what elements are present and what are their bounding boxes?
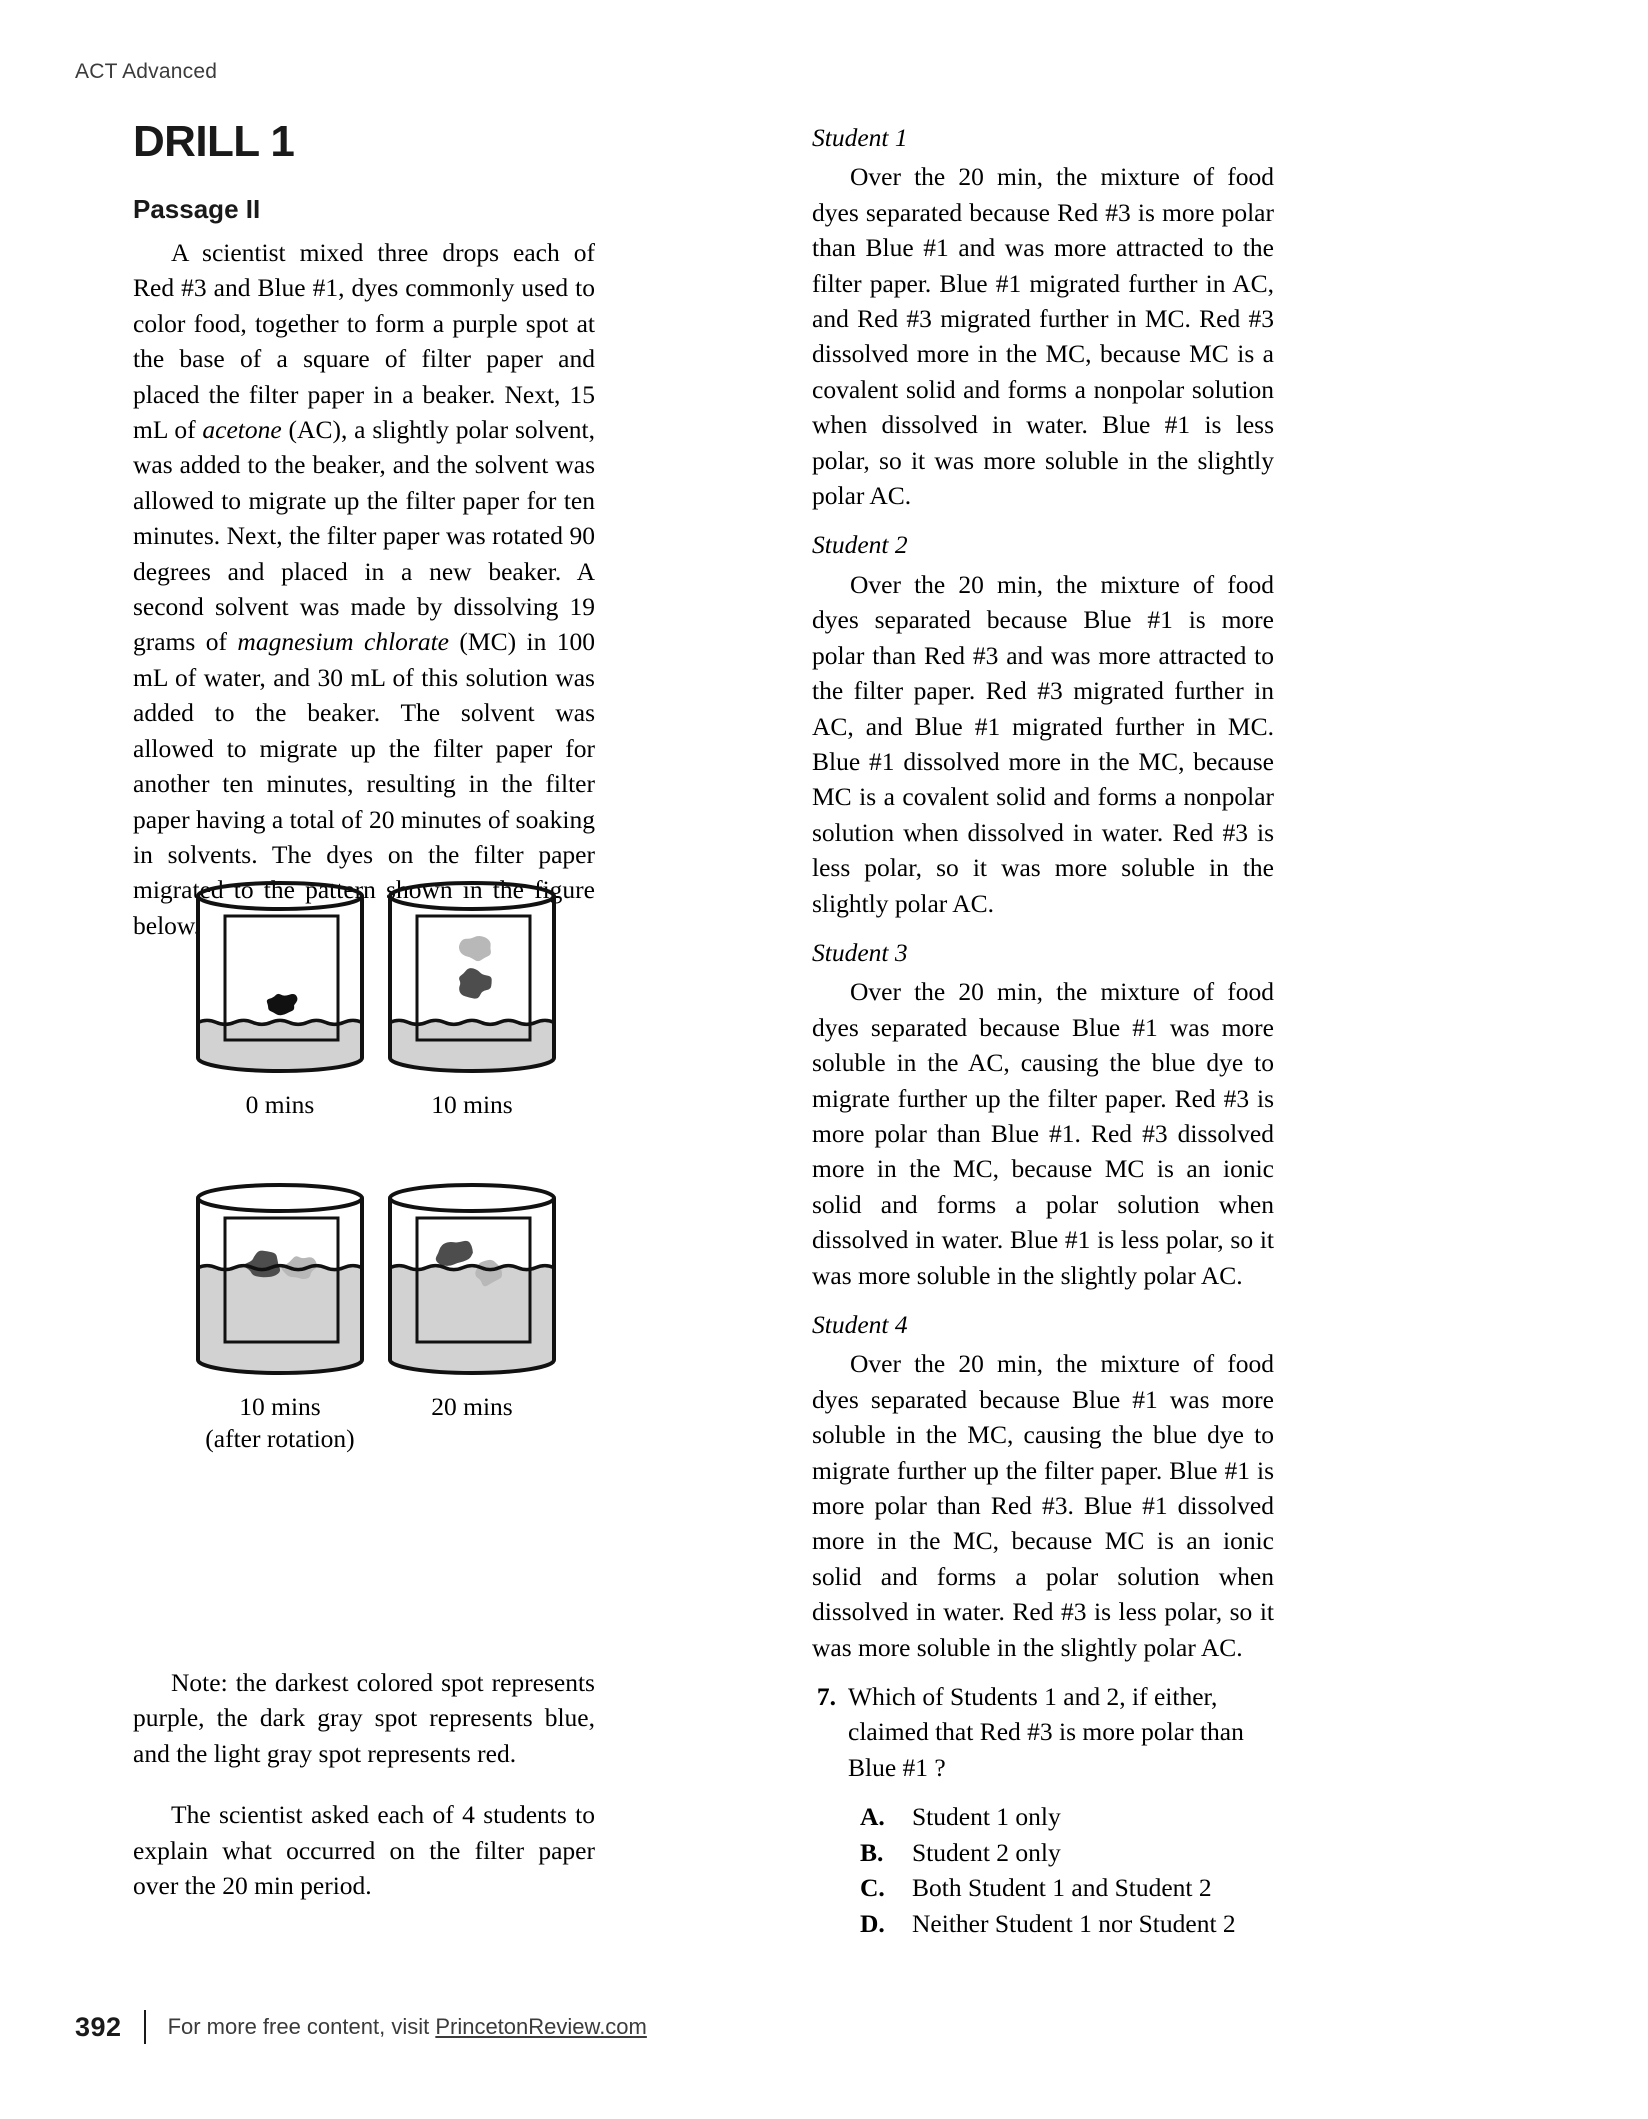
term-acetone: acetone xyxy=(202,415,282,445)
page-number: 392 xyxy=(75,2011,122,2042)
beaker-svg xyxy=(372,880,572,1076)
question-row xyxy=(812,1679,1274,1785)
beaker-rim xyxy=(198,883,362,909)
question-number: 7. xyxy=(816,1682,836,1712)
blue-spot xyxy=(459,968,492,999)
caption-line-1: 10 mins xyxy=(239,1392,321,1421)
choice-letter-a: A. xyxy=(860,1802,885,1832)
beaker-diagram-20-mins xyxy=(372,1182,572,1383)
beaker-cell-0-mins xyxy=(180,880,380,1121)
choice-letter-d: D. xyxy=(860,1908,885,1938)
left-column xyxy=(133,117,596,943)
student-text-3: Over the 20 min, the mixture of food dyes separated because Blue #1 was more soluble in the AC, causing the blue dye to migrate further up the filter paper. Red #3 is more polar than Blue #1. Red #3 dissolved more in the MC, because MC is an ionic solid and forms a polar solution when dissolved in water. Blue #1 is less polar, so it was more soluble in the slightly polar AC. xyxy=(812,977,1274,1290)
student-heading-1: Student 1 xyxy=(812,123,908,152)
answer-choice-b[interactable] xyxy=(860,1835,1274,1870)
passage-closing: The scientist asked each of 4 students to explain what occurred on the filter paper over the 20 min period. xyxy=(133,1800,595,1901)
figure-note: Note: the darkest colored spot represents purple, the dark gray spot represents blue, and the light gray spot represents red. xyxy=(133,1668,595,1768)
page-title: DRILL 1 xyxy=(133,117,295,166)
student-heading-4: Student 4 xyxy=(812,1310,908,1339)
purple-spot xyxy=(267,994,298,1015)
student-block-4 xyxy=(812,1307,1274,1665)
red-spot xyxy=(459,936,491,961)
blue-spot xyxy=(436,1241,473,1266)
answer-choice-a[interactable] xyxy=(860,1799,1274,1834)
passage-text-part-1: A scientist mixed three drops each of Red #3 and Blue #1, dyes commonly used to color food, together to form a purple spot at the base of a square of filter paper and placed the filter paper in a beaker. Next, 15 mL of xyxy=(133,238,595,445)
page-footer xyxy=(75,2010,647,2044)
answer-choice-c[interactable] xyxy=(860,1870,1274,1905)
question-block xyxy=(812,1679,1274,1941)
beaker-caption-0-mins xyxy=(180,1089,380,1121)
beaker-rim xyxy=(198,1185,362,1211)
choice-text-a: Student 1 only xyxy=(912,1802,1061,1832)
figure-note-block xyxy=(133,1665,595,1903)
beaker-svg xyxy=(180,1182,380,1378)
answer-choice-d[interactable] xyxy=(860,1906,1274,1941)
choice-letter-b: B. xyxy=(860,1837,884,1867)
student-block-2 xyxy=(812,527,1274,920)
student-text-2: Over the 20 min, the mixture of food dyes separated because Blue #1 is more polar than Red #3 and was more attracted to the filter paper. Red #3 migrated further in AC, and Blue #1 migrated further in MC. Blue #1 dissolved more in the MC, because MC is a covalent solid and forms a nonpolar solution when dissolved in water. Red #3 is less polar, so it was more soluble in the slightly polar AC. xyxy=(812,569,1274,918)
choice-letter-c: C. xyxy=(860,1873,885,1903)
term-magnesium-chlorate: magnesium chlorate xyxy=(237,627,449,657)
choice-text-b: Student 2 only xyxy=(912,1837,1061,1867)
student-text-4: Over the 20 min, the mixture of food dyes separated because Blue #1 was more soluble in the MC, causing the blue dye to migrate further up the filter paper. Blue #1 is more polar than Red #3. Blue #1 dissolved more in the MC, because MC is an ionic solid and forms a polar solution when dissolved in water. Red #3 is less polar, so it was more soluble in the slightly polar AC. xyxy=(812,1349,1274,1662)
passage-text-part-2: (AC), a slightly polar solvent, was added to the beaker, and the solvent was allowed to migrate up the filter paper for ten minutes. Next, the filter paper was rotated 90 degrees and placed in a new beaker. A second solvent was made by dissolving 19 grams of xyxy=(133,415,595,657)
right-column xyxy=(812,120,1274,1941)
footer-url[interactable]: PrincetonReview.com xyxy=(435,2014,647,2039)
footer-divider xyxy=(144,2010,146,2044)
beaker-svg xyxy=(180,880,380,1076)
caption-line-2: (after rotation) xyxy=(205,1424,355,1453)
beaker-cell-10-mins xyxy=(372,880,572,1121)
passage-text-part-3: (MC) in 100 mL of water, and 30 mL of this solution was added to the beaker. The solvent was allowed to migrate up the filter paper for another ten minutes, resulting in the filter paper having a total of 20 minutes of soaking in solvents. The dyes on the filter paper migrated to the pattern shown in the figure below. xyxy=(133,627,596,940)
running-head: ACT Advanced xyxy=(75,60,218,83)
student-heading-3: Student 3 xyxy=(812,937,908,967)
choice-text-c: Both Student 1 and Student 2 xyxy=(912,1873,1212,1903)
beaker-caption-10-mins xyxy=(372,1089,572,1121)
passage-heading: Passage II xyxy=(133,194,261,224)
beaker-diagram-0-mins xyxy=(180,880,380,1081)
footer-text xyxy=(168,2014,647,2040)
caption-line-1: 0 mins xyxy=(245,1090,315,1119)
student-heading-2: Student 2 xyxy=(812,530,908,560)
beaker-caption-20-mins xyxy=(372,1391,572,1423)
beaker-rim xyxy=(390,883,554,909)
student-block-1 xyxy=(812,120,1274,513)
student-block-3 xyxy=(812,935,1274,1293)
caption-line-1: 10 mins xyxy=(431,1090,513,1119)
question-text: Which of Students 1 and 2, if either, claimed that Red #3 is more polar than Blue #1 ? xyxy=(848,1682,1244,1782)
beaker-diagram-10-mins-rotated xyxy=(180,1182,380,1383)
beaker-svg xyxy=(372,1182,572,1378)
beaker-row-bottom xyxy=(150,1182,670,1453)
beaker-row-top xyxy=(150,880,670,1140)
student-text-1: Over the 20 min, the mixture of food dyes separated because Red #3 is more polar than Blue #1 and was more attracted to the filter paper. Blue #1 migrated further in AC, and Red #3 migrated further in MC. Red #3 dissolved more in the MC, because MC is a covalent solid and forms a nonpolar solution when dissolved in water. Blue #1 is less polar, so it was more soluble in the slightly polar AC. xyxy=(812,162,1274,511)
caption-line-1: 20 mins xyxy=(431,1392,513,1421)
choice-text-d: Neither Student 1 nor Student 2 xyxy=(912,1908,1236,1938)
beaker-rim xyxy=(390,1185,554,1211)
passage-paragraph xyxy=(133,235,595,943)
footer-text-label: For more free content, visit xyxy=(167,2014,436,2039)
beaker-caption-10-mins-rotated xyxy=(180,1391,380,1455)
beaker-cell-20-mins xyxy=(372,1182,572,1423)
chromatography-figure xyxy=(150,880,670,1453)
beaker-diagram-10-mins xyxy=(372,880,572,1081)
beaker-cell-10-mins-rotated xyxy=(180,1182,380,1455)
answer-choices xyxy=(812,1799,1274,1941)
